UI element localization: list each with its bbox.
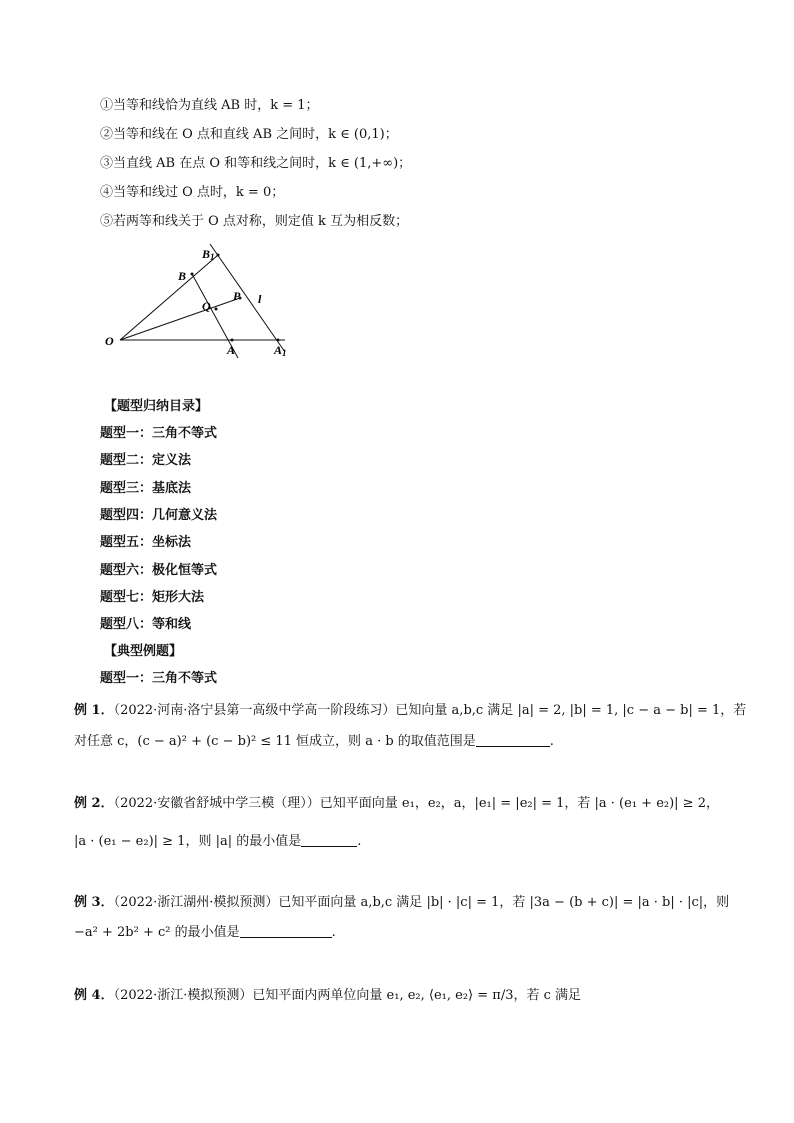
example-3-line2: −a² + 2b² + c² 的最小值是 [74, 925, 240, 940]
property-2: ②当等和线在 O 点和直线 AB 之间时，k ∈ (0,1)； [100, 127, 398, 142]
answer-blank-2[interactable] [301, 834, 357, 847]
example-3-label: 例 3． [74, 895, 114, 910]
line-l [210, 244, 285, 352]
property-1: ①当等和线恰为直线 AB 时，k = 1； [100, 98, 319, 113]
example-2-line1: （2022·安徽省舒城中学三模（理））已知平面向量 e₁，e₂，a，|e₁| = |e₂| = 1，若 |a · (e₁ + e₂)| ≥ 2， [113, 796, 719, 811]
example-1-line2: 对任意 c，(c − a)² + (c − b)² ≤ 11 恒成立，则 a · b 的取值范围是 [74, 734, 476, 749]
label-B1: B1 [202, 247, 215, 262]
toc-item-4: 题型四：几何意义法 [100, 508, 218, 523]
answer-blank-3[interactable] [240, 925, 332, 938]
property-3: ③当直线 AB 在点 O 和等和线之间时，k ∈ (1,+∞)； [100, 156, 412, 171]
toc-item-7: 题型七：矩形大法 [100, 590, 205, 605]
label-A1: A1 [274, 343, 287, 358]
examples-heading: 【典型例题】 [104, 644, 183, 659]
example-4 [74, 987, 581, 1005]
property-4: ④当等和线过 O 点时，k = 0； [100, 185, 285, 200]
example-3-line1: （2022·浙江湖州·模拟预测）已知平面向量 a,b,c 满足 |b| · |c| = 1，若 |3a − (b + c)| = |a · b| · |c|，则 [113, 895, 730, 910]
example-1-cont: 对任意 c，(c − a)² + (c − b)² ≤ 11 恒成立，则 a · b 的取值范围是 . [74, 734, 554, 749]
toc-item-5: 题型五：坐标法 [100, 535, 192, 550]
example-2-label: 例 2． [74, 796, 114, 811]
toc-item-3: 题型三：基底法 [100, 481, 192, 496]
label-O: O [105, 334, 114, 348]
toc-item-1: 题型一：三角不等式 [100, 426, 218, 441]
example-2-cont: |a · (e₁ − e₂)| ≥ 1，则 |a| 的最小值是 . [74, 834, 362, 849]
segment-OP [120, 298, 240, 340]
example-3 [74, 894, 729, 912]
label-P: P [233, 289, 241, 303]
equal-sum-line-figure [100, 240, 300, 365]
example-1-label: 例 1． [74, 703, 114, 718]
point-B1 [217, 254, 220, 257]
example-1-line1: （2022·河南·洛宁县第一高级中学高一阶段练习）已知向量 a,b,c 满足 |a| = 2, |b| = 1, |c − a − b| = 1，若 [113, 703, 747, 718]
toc-item-8: 题型八：等和线 [100, 617, 192, 632]
label-l: l [258, 292, 262, 306]
example-2-line2: |a · (e₁ − e₂)| ≥ 1，则 |a| 的最小值是 [74, 834, 302, 849]
point-A [231, 339, 234, 342]
section-title: 题型一：三角不等式 [100, 671, 218, 686]
point-B [191, 273, 194, 276]
example-3-cont: −a² + 2b² + c² 的最小值是 . [74, 925, 336, 940]
property-5: ⑤若两等和线关于 O 点对称，则定值 k 互为相反数； [100, 214, 409, 229]
answer-blank-1[interactable] [476, 734, 550, 747]
point-A1 [277, 339, 280, 342]
toc-heading: 【题型归纳目录】 [104, 399, 209, 414]
example-2 [74, 795, 719, 813]
label-B: B [178, 269, 187, 283]
example-4-line1: （2022·浙江·模拟预测）已知平面内两单位向量 e₁, e₂, ⟨e₁, e₂⟩ = π/3，若 c 满足 [113, 988, 582, 1003]
toc-item-6: 题型六：极化恒等式 [100, 563, 218, 578]
label-A: A [227, 343, 236, 357]
point-Q [215, 308, 218, 311]
segment-OB1 [120, 255, 218, 340]
example-4-label: 例 4． [74, 988, 114, 1003]
example-1 [74, 702, 746, 720]
toc-item-2: 题型二：定义法 [100, 453, 192, 468]
label-Q: Q [202, 299, 211, 313]
